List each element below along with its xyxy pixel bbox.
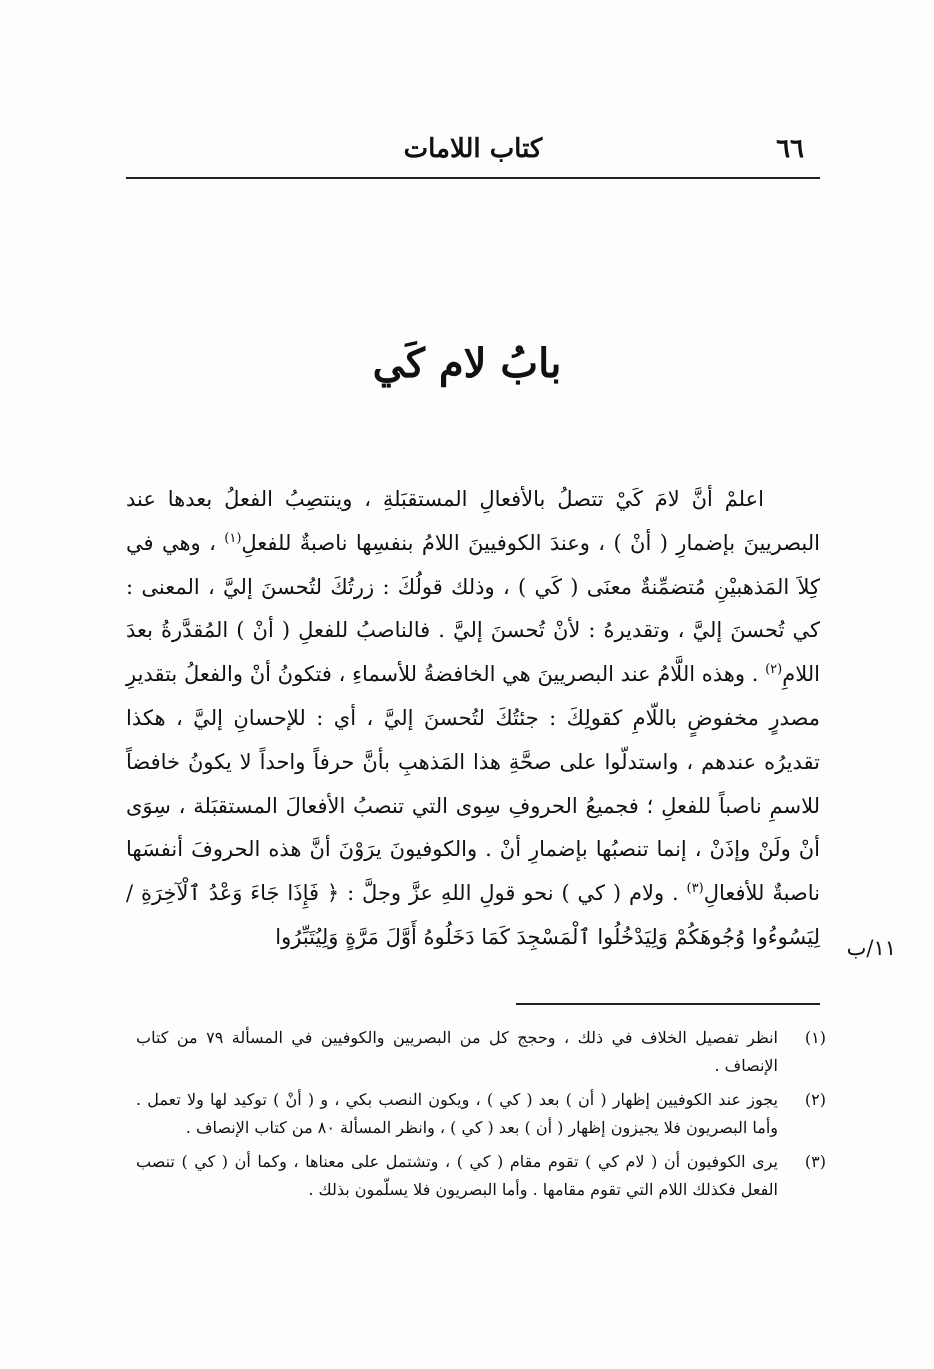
footnote-ref-1: (١): [224, 530, 242, 546]
body-segment-2: ، وهي في كِلاَ المَذهبيْنِ مُتضمِّنةٌ معنَى ( كَي ) ، وذلك قولُكَ : زرتُكَ لتُحسنَ إليَّ ، المعنى : كي تُحسنَ إليَّ ، وتقديرهُ : لأنْ تُحسنَ إليَّ . فالناصبُ للفعلِ ( أنْ ) المُقدَّرةُ بعدَ اللامِ: [126, 530, 820, 687]
footnote-ref-2: (٢): [765, 662, 783, 678]
footnote-rule: [516, 1003, 820, 1005]
page-header: [126, 128, 820, 176]
footnote-number: (١): [804, 1028, 826, 1047]
header-rule: [126, 177, 820, 179]
body-segment-3: . وهذه اللَّامُ عند البصريينَ هي الخافضةُ للأسماءِ ، فتكونُ أنْ والفعلُ بتقديرِ مصدرٍ مخفوضٍ باللّامِ كقولِكَ : جئتُكَ لتُحسنَ إليَّ ، أي : للإحسانِ إليَّ ، هكذا تقديرُه عندهم ، واستدلّوا على صحَّةِ هذا المَذهبِ بأنَّ حرفاً واحداً لا يكونُ خافضاً للاسمِ ناصباً للفعلِ ؛ فجميعُ الحروفِ سِوى التي تنصبُ الأفعالَ المستقبَلة ، سِوَى أنْ ولَنْ وإذَنْ ، إنما تنصبُها بإضمارِ أنْ . والكوفيونَ يرَوْنَ أنَّ هذه الحروفَ أنفسَها ناصبةٌ للأفعالِ: [126, 662, 820, 906]
page-number: ٦٦: [776, 134, 804, 164]
body-segment-4: . ولام ( كي ) نحو قولِ اللهِ عزَّ وجلَّ : ﴿ فَإِذَا جَاءَ وَعْدُ ٱلْآخِرَةِ / لِيَسُوءُوا وُجُوهَكُمْ وَلِيَدْخُلُوا ٱلْمَسْجِدَ كَمَا دَخَلُوهُ أَوَّلَ مَرَّةٍ وَلِيُتَبِّرُوا: [126, 881, 820, 949]
body-paragraph: [126, 478, 820, 960]
footnote-text: انظر تفصيل الخلاف في ذلك ، وحجج كل من البصريين والكوفيين في المسألة ٧٩ من كتاب الإنصاف .: [136, 1028, 778, 1075]
footnote-ref-3: (٣): [686, 881, 704, 897]
running-title: كتاب اللامات: [403, 134, 543, 164]
footnote-number: (٢): [804, 1090, 826, 1109]
footnotes: [136, 1024, 830, 1210]
footnote-text: يرى الكوفيون أن ( لام كي ) تقوم مقام ( كي ) ، وتشتمل على معناها ، وكما أن ( كي ) تنصب الفعل فكذلك اللام التي تقوم مقامها . وأما البصريون فلا يسلّمون بذلك .: [136, 1152, 778, 1199]
footnote-text: يجوز عند الكوفيين إظهار ( أن ) بعد ( كي ) ، ويكون النصب بكي ، و ( أنْ ) توكيد لها ولا تعمل . وأما البصريون فلا يجيزون إظهار ( أن ) بعد ( كي ) ، وانظر المسألة ٨٠ من كتاب الإنصاف .: [136, 1090, 778, 1137]
manuscript-folio-note: ١١/ب: [846, 936, 896, 960]
chapter-title: بابُ لام كَي: [372, 340, 562, 387]
footnote: [136, 1148, 830, 1204]
body-segment-1: اعلمْ أنَّ لامَ كَيْ تتصلُ بالأفعالِ المستقبَلةِ ، وينتصِبُ الفعلُ بعدها عند البصريينَ بإضمارِ ( أنْ ) ، وعندَ الكوفيينَ اللامُ بنفسِها ناصبةٌ للفعلِ: [126, 487, 820, 555]
body-text: [126, 478, 820, 960]
footnote-number: (٣): [804, 1152, 826, 1171]
footnote: [136, 1086, 830, 1142]
footnote: [136, 1024, 830, 1080]
